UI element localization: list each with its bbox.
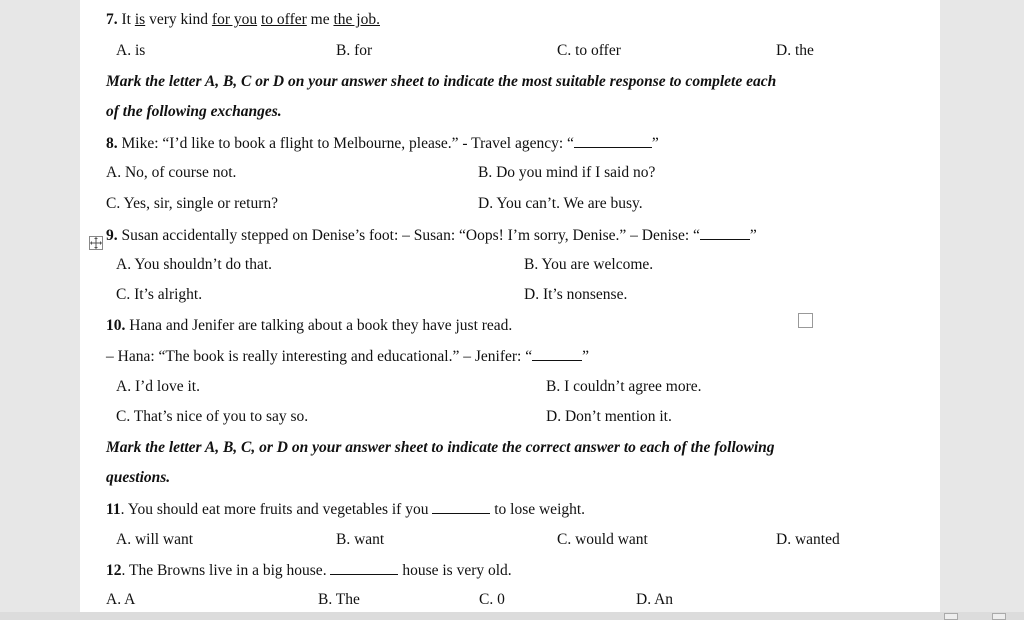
q8-option-c: C. Yes, sir, single or return? bbox=[106, 195, 279, 212]
question-number: 10. bbox=[106, 317, 126, 334]
instruction-1-line2: of the following exchanges. bbox=[106, 103, 282, 120]
q11-text-part2: to lose weight. bbox=[494, 501, 586, 518]
q8-end-quote: ” bbox=[651, 135, 659, 152]
q10-option-d: D. Don’t mention it. bbox=[546, 408, 672, 425]
q7-option-d: D. the bbox=[776, 42, 814, 59]
q7-option-c: C. to offer bbox=[557, 42, 621, 59]
q11-option-a: A. will want bbox=[116, 531, 194, 548]
question-number: 12 bbox=[106, 562, 122, 579]
q11-text-part1: . You should eat more fruits and vegetables if you bbox=[120, 501, 429, 518]
q12-option-a: A. A bbox=[106, 591, 136, 608]
q9-option-c: C. It’s alright. bbox=[116, 286, 203, 303]
document-page bbox=[80, 0, 940, 612]
instruction-2-line2: questions. bbox=[106, 469, 171, 486]
q12-blank bbox=[330, 560, 398, 575]
q9-text: Susan accidentally stepped on Denise’s foot: – Susan: “Oops! I’m sorry, Denise.” – Denise: “ bbox=[121, 227, 700, 244]
q7-underlined-for: for you bbox=[211, 11, 258, 28]
question-number: 7. bbox=[106, 11, 118, 28]
q8-option-a: A. No, of course not. bbox=[106, 164, 237, 181]
instruction-1-line1: Mark the letter A, B, C or D on your answer sheet to indicate the most suitable response to complete each bbox=[106, 73, 777, 90]
q8-blank bbox=[574, 133, 652, 148]
q7-text-me: me bbox=[310, 11, 330, 28]
checkbox-icon[interactable] bbox=[798, 313, 813, 328]
question-11 bbox=[106, 499, 585, 520]
q9-option-d: D. It’s nonsense. bbox=[524, 286, 628, 303]
q7-underlined-is: is bbox=[134, 11, 146, 28]
q9-option-a: A. You shouldn’t do that. bbox=[116, 256, 273, 273]
q12-option-b: B. The bbox=[318, 591, 360, 608]
q8-option-b: B. Do you mind if I said no? bbox=[478, 164, 656, 181]
q11-option-c: C. would want bbox=[557, 531, 648, 548]
q7-underlined-the: the job. bbox=[333, 11, 380, 28]
instruction-2-line1: Mark the letter A, B, C, or D on your answer sheet to indicate the correct answer to each of the following bbox=[106, 439, 775, 456]
question-number: 11 bbox=[106, 501, 121, 518]
q10-option-a: A. I’d love it. bbox=[116, 378, 200, 395]
q9-blank bbox=[700, 225, 750, 240]
q7-text-very-kind: very kind bbox=[149, 11, 209, 28]
print-layout-icon[interactable] bbox=[992, 613, 1006, 620]
question-7 bbox=[106, 10, 380, 30]
q12-text-part1: . The Browns live in a big house. bbox=[121, 562, 327, 579]
q7-option-b: B. for bbox=[336, 42, 373, 59]
question-10 bbox=[106, 316, 512, 336]
q12-option-d: D. An bbox=[636, 591, 674, 608]
read-mode-icon[interactable] bbox=[944, 613, 958, 620]
q12-text-part2: house is very old. bbox=[402, 562, 512, 579]
q9-end-quote: ” bbox=[749, 227, 757, 244]
q11-option-b: B. want bbox=[336, 531, 385, 548]
q8-option-d: D. You can’t. We are busy. bbox=[478, 195, 643, 212]
q10-text-line1: Hana and Jenifer are talking about a book they have just read. bbox=[129, 317, 513, 334]
q7-underlined-to-offer: to offer bbox=[261, 11, 307, 28]
q10-option-b: B. I couldn’t agree more. bbox=[546, 378, 702, 395]
q7-text-it: It bbox=[121, 11, 131, 28]
q10-blank bbox=[532, 346, 582, 361]
q10-text-line2: – Hana: “The book is really interesting and educational.” – Jenifer: “ bbox=[106, 348, 533, 365]
question-9 bbox=[106, 225, 757, 246]
q12-option-c: C. 0 bbox=[479, 591, 505, 608]
q7-option-a: A. is bbox=[116, 42, 146, 59]
status-bar bbox=[0, 612, 1024, 620]
question-number: 9. bbox=[106, 227, 118, 244]
q9-option-b: B. You are welcome. bbox=[524, 256, 654, 273]
q11-blank bbox=[432, 499, 490, 514]
q10-end-quote: ” bbox=[582, 348, 589, 365]
question-8 bbox=[106, 133, 659, 154]
q11-option-d: D. wanted bbox=[776, 531, 840, 548]
q10-option-c: C. That’s nice of you to say so. bbox=[116, 408, 309, 425]
table-move-handle-icon[interactable] bbox=[89, 236, 103, 250]
question-12 bbox=[106, 560, 512, 581]
q8-text: Mike: “I’d like to book a flight to Melbourne, please.” - Travel agency: “ bbox=[121, 135, 574, 152]
q10-dialogue bbox=[106, 346, 589, 367]
question-number: 8. bbox=[106, 135, 118, 152]
